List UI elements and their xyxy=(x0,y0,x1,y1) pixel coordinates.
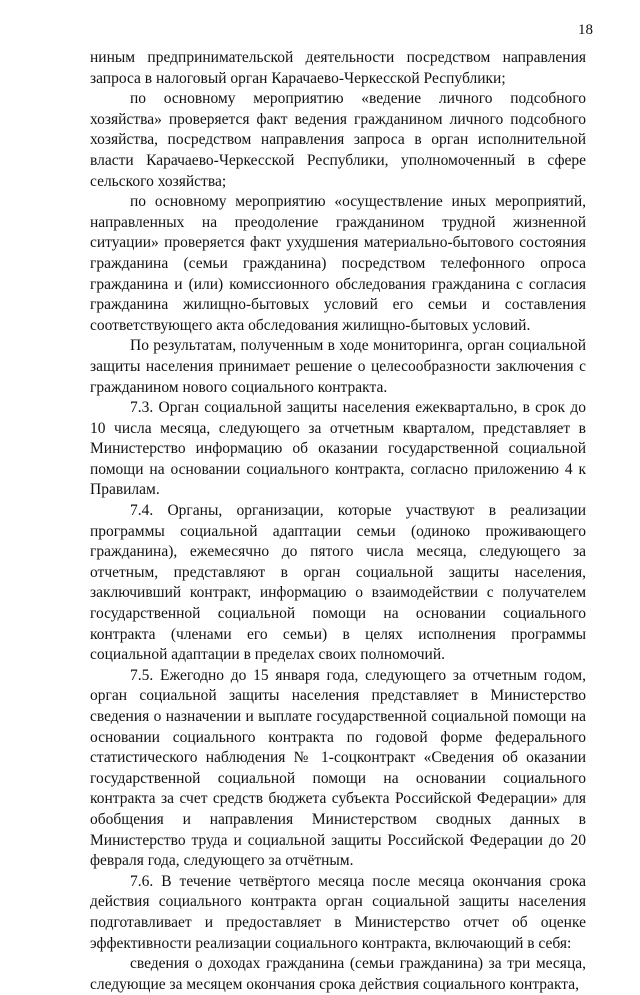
document-body xyxy=(90,48,586,995)
paragraph: По результатам, полученным в ходе мониторинга, орган социальной защиты населения принимает решение о целесообразности заключения с гражданином нового социального контракта. xyxy=(90,337,586,396)
paragraph: ниным предпринимательской деятельности посредством направления запроса в налоговый орган Карачаево-Черкесской Республики; xyxy=(90,49,586,87)
paragraph-7-3: 7.3. Орган социальной защиты населения ежеквартально, в срок до 10 числа месяца, следующего за отчетным кварталом, представляет в Министерство информацию об оказании государственной социальной помощи на основании социального контракта, согласно приложению 4 к Правилам. xyxy=(90,399,586,499)
paragraph: сведения о доходах гражданина (семьи гражданина) за три месяца, следующие за месяцем окончания срока действия социального контракта, xyxy=(90,955,586,993)
paragraph: по основному мероприятию «ведение личного подсобного хозяйства» проверяется факт ведения гражданином личного подсобного хозяйства, посредством направления запроса в орган исполнительной власти Карачаево-Черкесской Республики, уполномоченный в сфере сельского хозяйства; xyxy=(90,90,586,190)
paragraph: по основному мероприятию «осуществление иных мероприятий, направленных на преодоление гражданином трудной жизненной ситуации» проверяется факт ухудшения материально-бытового состояния гражданина (семьи гражданина) посредством телефонного опроса гражданина и (или) комиссионного обследования гражданина с согласия гражданина жилищно-бытовых условий его семьи и составления соответствующего акта обследования жилищно-бытовых условий. xyxy=(90,193,586,334)
paragraph-7-5: 7.5. Ежегодно до 15 января года, следующего за отчетным годом, орган социальной защиты населения представляет в Министерство сведения о назначении и выплате государственной социальной помощи на основании социального контракта по годовой форме федерального статистического наблюдения № 1-соцконтракт «Сведения об оказании государственной социальной помощи на основании социального контракта за счет средств бюджета субъекта Российской Федерации» для обобщения и направления Министерством сводных данных в Министерство труда и социальной защиты Российской Федерации до 20 февраля года, следующего за отчётным. xyxy=(90,666,586,870)
paragraph-7-4: 7.4. Органы, организации, которые участвуют в реализации программы социальной адаптации семьи (одиноко проживающего гражданина), ежемесячно до пятого числа месяца, следующего за отчетным, представляют в орган социальной защиты населения, заключивший контракт, информацию о взаимодействии с получателем государственной социальной помощи на основании социального контракта (членами его семьи) в целях исполнения программы социальной адаптации в пределах своих полномочий. xyxy=(90,502,586,664)
page-number: 18 xyxy=(578,22,593,38)
paragraph-7-6: 7.6. В течение четвёртого месяца после месяца окончания срока действия социального контракта орган социальной защиты населения подготавливает и предоставляет в Министерство отчет об оценке эффективности реализации социального контракта, включающий в себя: xyxy=(90,872,586,952)
